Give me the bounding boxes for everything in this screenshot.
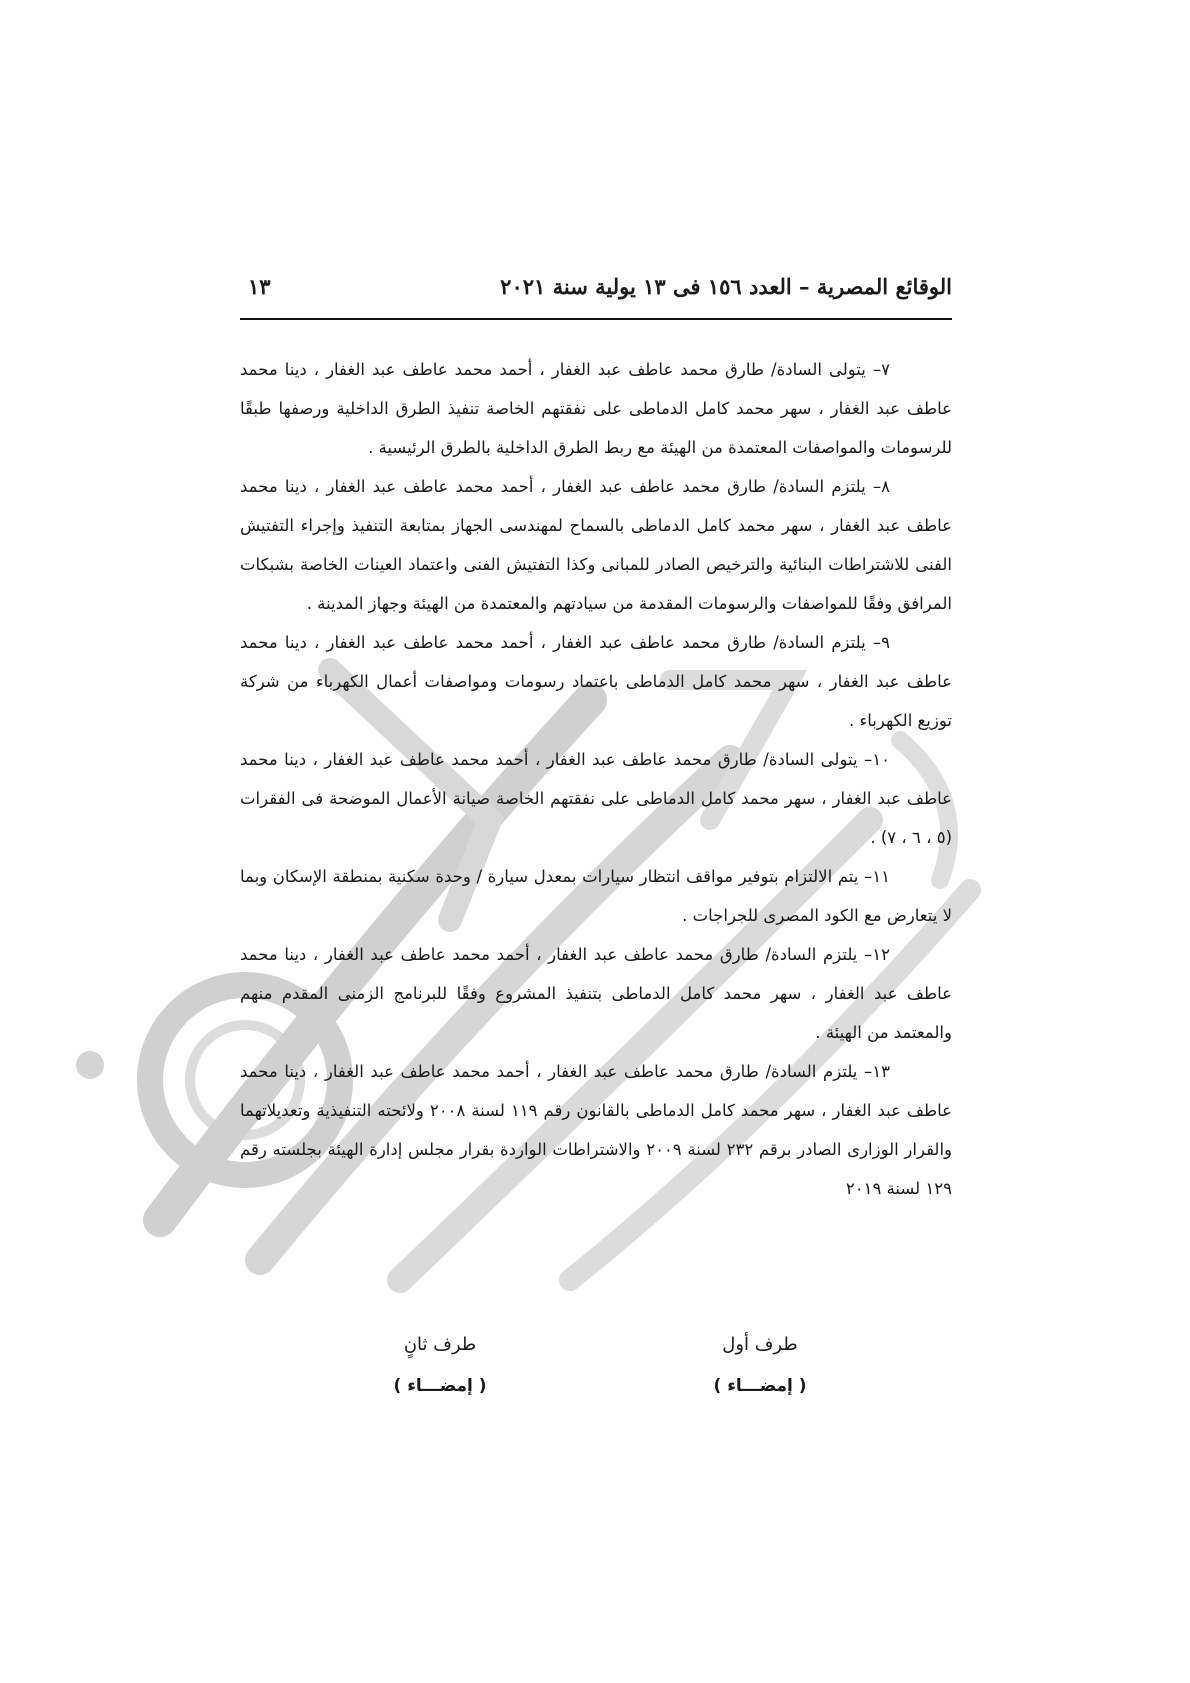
second-party-signature — [340, 1330, 540, 1400]
second-party-sign-label: ( إمضـــاء ) — [393, 1376, 487, 1396]
clause-12: ١٢– يلتزم السادة/ طارق محمد عاطف عبد الغفار ، أحمد محمد عاطف عبد الغفار ، دينا محمد عاطف عبد الغفار ، سهر محمد كامل الدماطى بتنفيذ المشروع وفقًا للبرنامج الزمنى المقدم منهم والمعتمد من الهيئة . — [240, 945, 952, 1042]
signature-block — [300, 1330, 860, 1410]
clause-11: ١١– يتم الالتزام بتوفير مواقف انتظار سيارات بمعدل سيارة / وحدة سكنية بمنطقة الإسكان وبما لا يتعارض مع الكود المصرى للجراجات . — [240, 867, 952, 925]
first-party-label: طرف أول — [722, 1334, 798, 1355]
first-party-sign-label: ( إمضـــاء ) — [713, 1376, 807, 1396]
clause-7: ٧– يتولى السادة/ طارق محمد عاطف عبد الغفار ، أحمد محمد عاطف عبد الغفار ، دينا محمد عاطف عبد الغفار ، سهر محمد كامل الدماطى على نفقتهم الخاصة تنفيذ الطرق الداخلية ورصفها طبقًا للرسومات والمواصفات المعتمدة من الهيئة مع ربط الطرق الداخلية بالطرق الرئيسية . — [240, 360, 952, 457]
gazette-title: الوقائع المصرية – العدد ١٥٦ فى ١٣ يولية سنة ٢٠٢١ — [500, 274, 952, 299]
page-number: ١٣ — [248, 274, 271, 299]
gazette-header — [240, 270, 952, 320]
second-party-label: طرف ثانٍ — [403, 1334, 477, 1355]
clause-9: ٩– يلتزم السادة/ طارق محمد عاطف عبد الغفار ، أحمد محمد عاطف عبد الغفار ، دينا محمد عاطف عبد الغفار ، سهر محمد كامل الدماطى باعتماد رسومات ومواصفات أعمال الكهرباء من شركة توزيع الكهرباء . — [240, 633, 952, 730]
clause-8: ٨– يلتزم السادة/ طارق محمد عاطف عبد الغفار ، أحمد محمد عاطف عبد الغفار ، دينا محمد عاطف عبد الغفار ، سهر محمد كامل الدماطى بالسماح لمهندسى الجهاز بمتابعة التنفيذ وإجراء التفتيش الفنى للاشتراطات البنائية والترخيص الصادر للمبانى وكذا التفتيش الفنى واعتماد العينات الخاصة بشبكات المرافق وفقًا للمواصفات والرسومات المقدمة من سيادتهم والمعتمدة من الهيئة وجهاز المدينة . — [240, 477, 952, 613]
first-party-signature — [660, 1330, 860, 1400]
clause-10: ١٠– يتولى السادة/ طارق محمد عاطف عبد الغفار ، أحمد محمد عاطف عبد الغفار ، دينا محمد عاطف عبد الغفار ، سهر محمد كامل الدماطى على نفقتهم الخاصة صيانة الأعمال الموضحة فى الفقرات (٥ ، ٦ ، ٧) . — [240, 750, 952, 847]
document-body — [240, 350, 952, 1208]
clause-13: ١٣– يلتزم السادة/ طارق محمد عاطف عبد الغفار ، أحمد محمد عاطف عبد الغفار ، دينا محمد عاطف عبد الغفار ، سهر محمد كامل الدماطى بالقانون رقم ١١٩ لسنة ٢٠٠٨ ولائحته التنفيذية وتعديلاتهما والقرار الوزارى الصادر برقم ٢٣٢ لسنة ٢٠٠٩ والاشتراطات الواردة بقرار مجلس إدارة الهيئة بجلسته رقم ١٢٩ لسنة ٢٠١٩ — [240, 1062, 953, 1198]
